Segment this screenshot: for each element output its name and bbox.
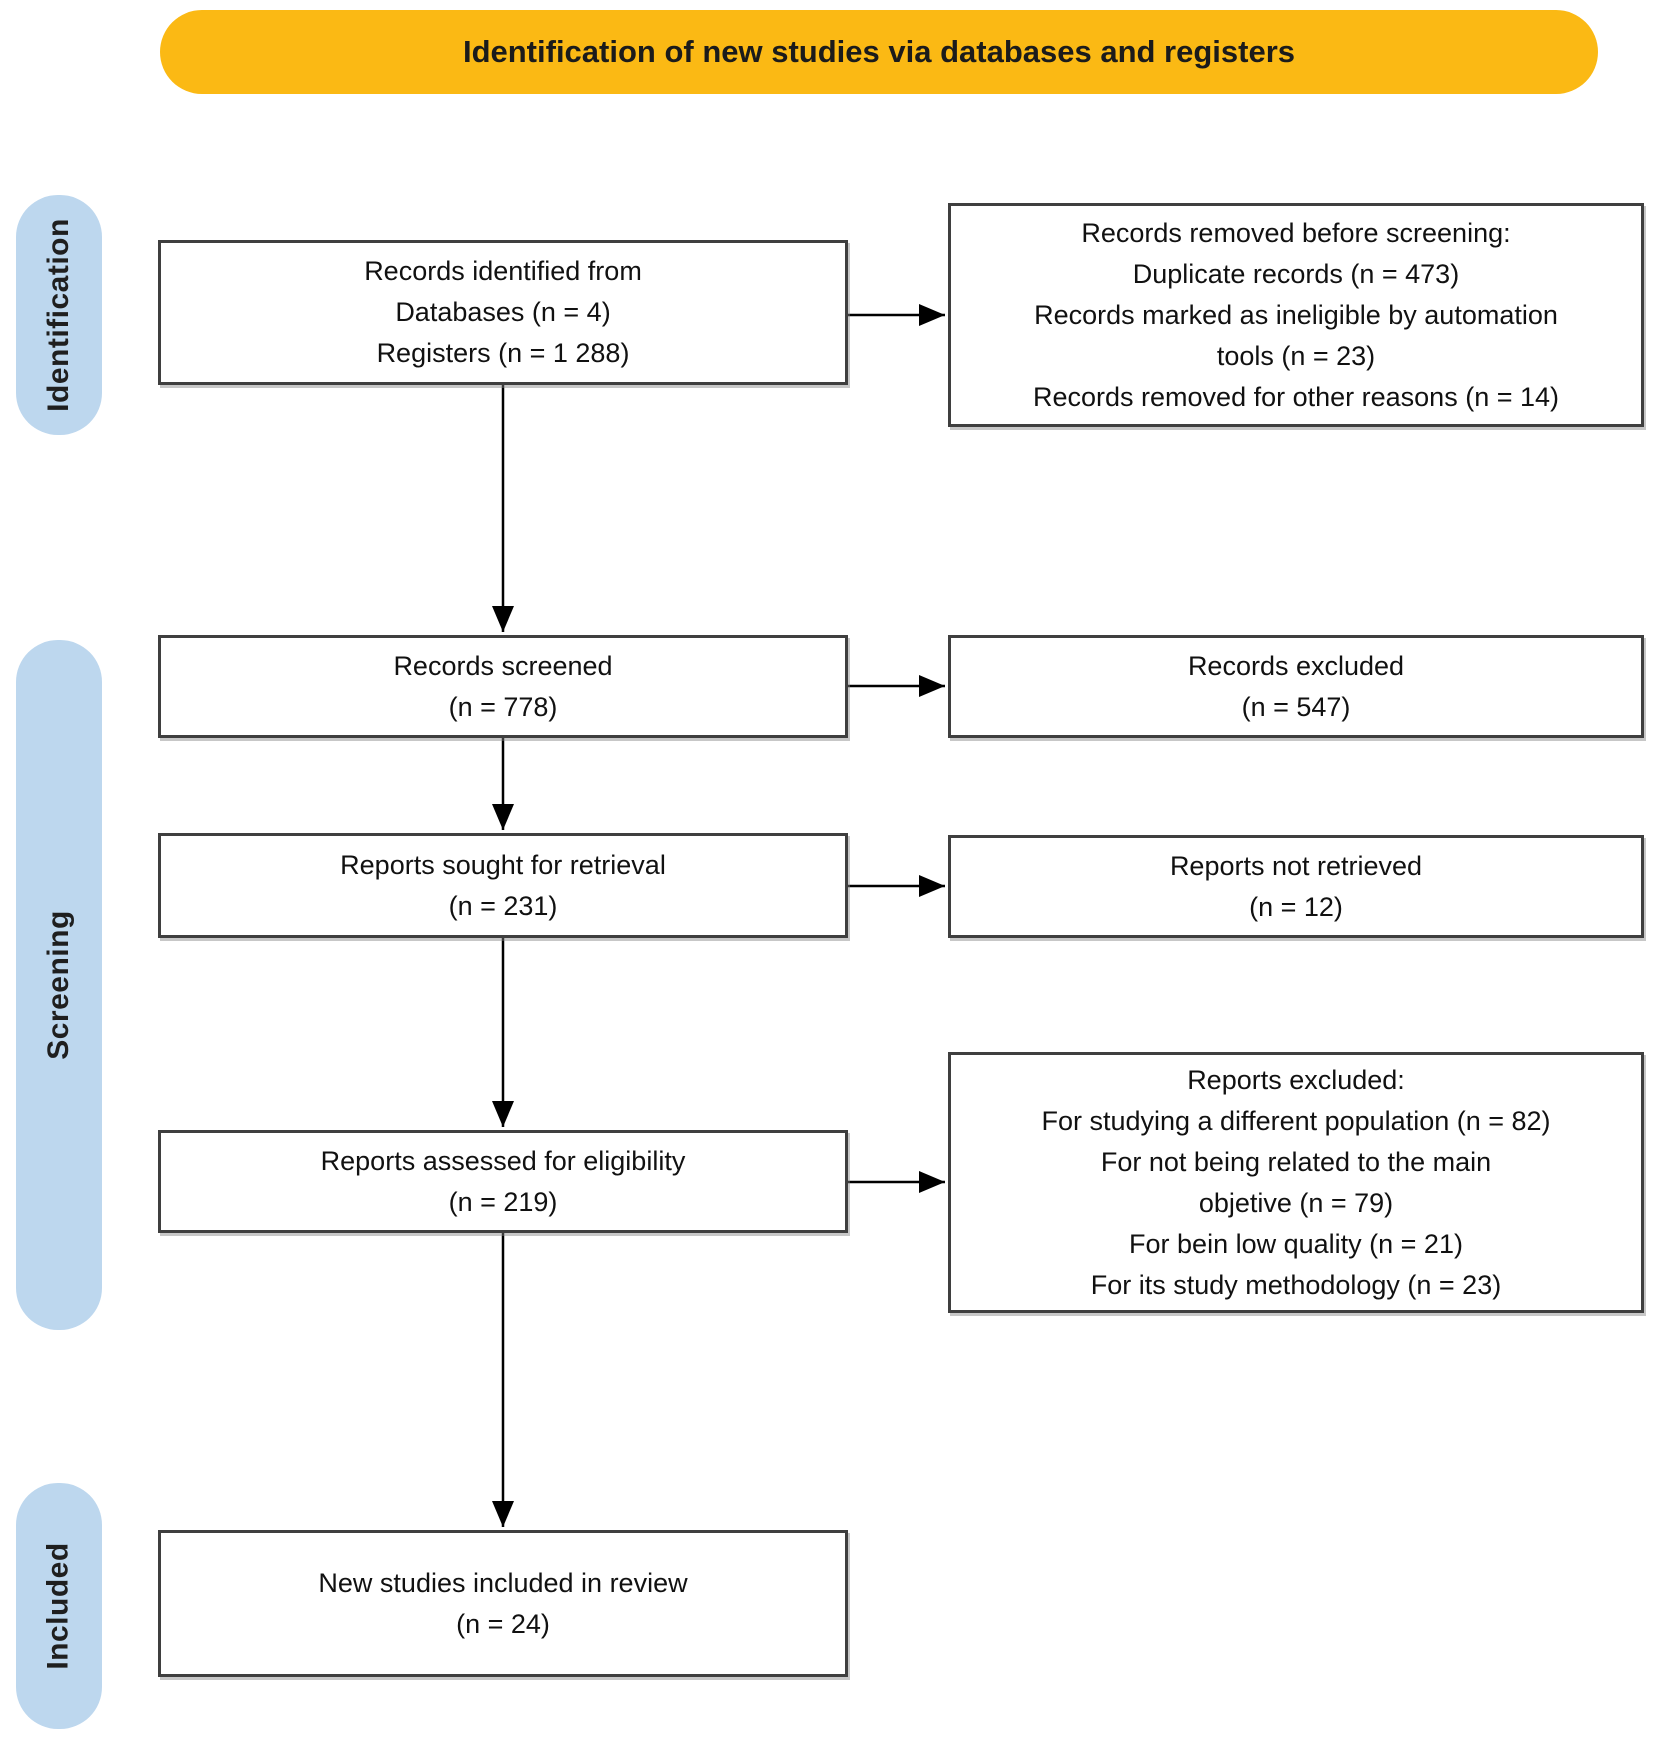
box-line: Reports excluded: bbox=[1187, 1064, 1405, 1095]
box-reports-sought bbox=[158, 833, 848, 938]
box-reports-assessed bbox=[158, 1130, 848, 1233]
box-records-removed bbox=[948, 203, 1644, 427]
box-line: Reports assessed for eligibility bbox=[320, 1145, 686, 1176]
box-line: New studies included in review bbox=[318, 1567, 688, 1598]
banner-label: Identification of new studies via databases and registers bbox=[462, 34, 1296, 69]
box-reports-excluded bbox=[948, 1052, 1644, 1313]
box-new-studies-included bbox=[158, 1530, 848, 1677]
box-records-identified bbox=[158, 240, 848, 385]
box-line: tools (n = 23) bbox=[1216, 340, 1376, 371]
box-line: Reports not retrieved bbox=[1169, 850, 1423, 881]
box-reports-not-retrieved bbox=[948, 835, 1644, 938]
stage-pill-screening bbox=[16, 640, 102, 1330]
banner bbox=[160, 10, 1598, 94]
box-line: (n = 547) bbox=[1241, 691, 1351, 722]
box-line: Registers (n = 1 288) bbox=[376, 338, 630, 368]
box-line: (n = 778) bbox=[448, 691, 558, 722]
box-line: For not being related to the main bbox=[1100, 1146, 1492, 1177]
box-line: For bein low quality (n = 21) bbox=[1129, 1228, 1463, 1259]
box-line: Duplicate records (n = 473) bbox=[1132, 258, 1460, 289]
box-records-excluded bbox=[948, 635, 1644, 738]
stage-label-screening: Screening bbox=[42, 910, 75, 1060]
box-line: Databases (n = 4) bbox=[395, 297, 611, 327]
box-line: Records identified from bbox=[364, 256, 642, 286]
box-line: For its study methodology (n = 23) bbox=[1090, 1269, 1502, 1300]
box-line: (n = 219) bbox=[448, 1186, 558, 1217]
stage-label-identification: Identification bbox=[42, 218, 76, 412]
box-line: Records marked as ineligible by automation bbox=[1034, 299, 1558, 330]
box-line: (n = 24) bbox=[456, 1608, 550, 1639]
box-line: (n = 12) bbox=[1249, 891, 1343, 922]
stage-label-included: Included bbox=[42, 1542, 75, 1670]
box-line: (n = 231) bbox=[448, 890, 558, 921]
stage-pill-identification bbox=[16, 195, 102, 435]
box-line: Records removed before screening: bbox=[1081, 217, 1511, 248]
box-line: objetive (n = 79) bbox=[1198, 1187, 1394, 1218]
box-line: Reports sought for retrieval bbox=[340, 849, 666, 880]
stage-pill-included bbox=[16, 1483, 102, 1729]
box-records-screened bbox=[158, 635, 848, 738]
box-line: For studying a different population (n = 82) bbox=[1041, 1105, 1551, 1136]
box-line: Records excluded bbox=[1187, 650, 1405, 681]
box-line: Records screened bbox=[393, 650, 613, 681]
box-line: Records removed for other reasons (n = 14) bbox=[1033, 381, 1559, 412]
